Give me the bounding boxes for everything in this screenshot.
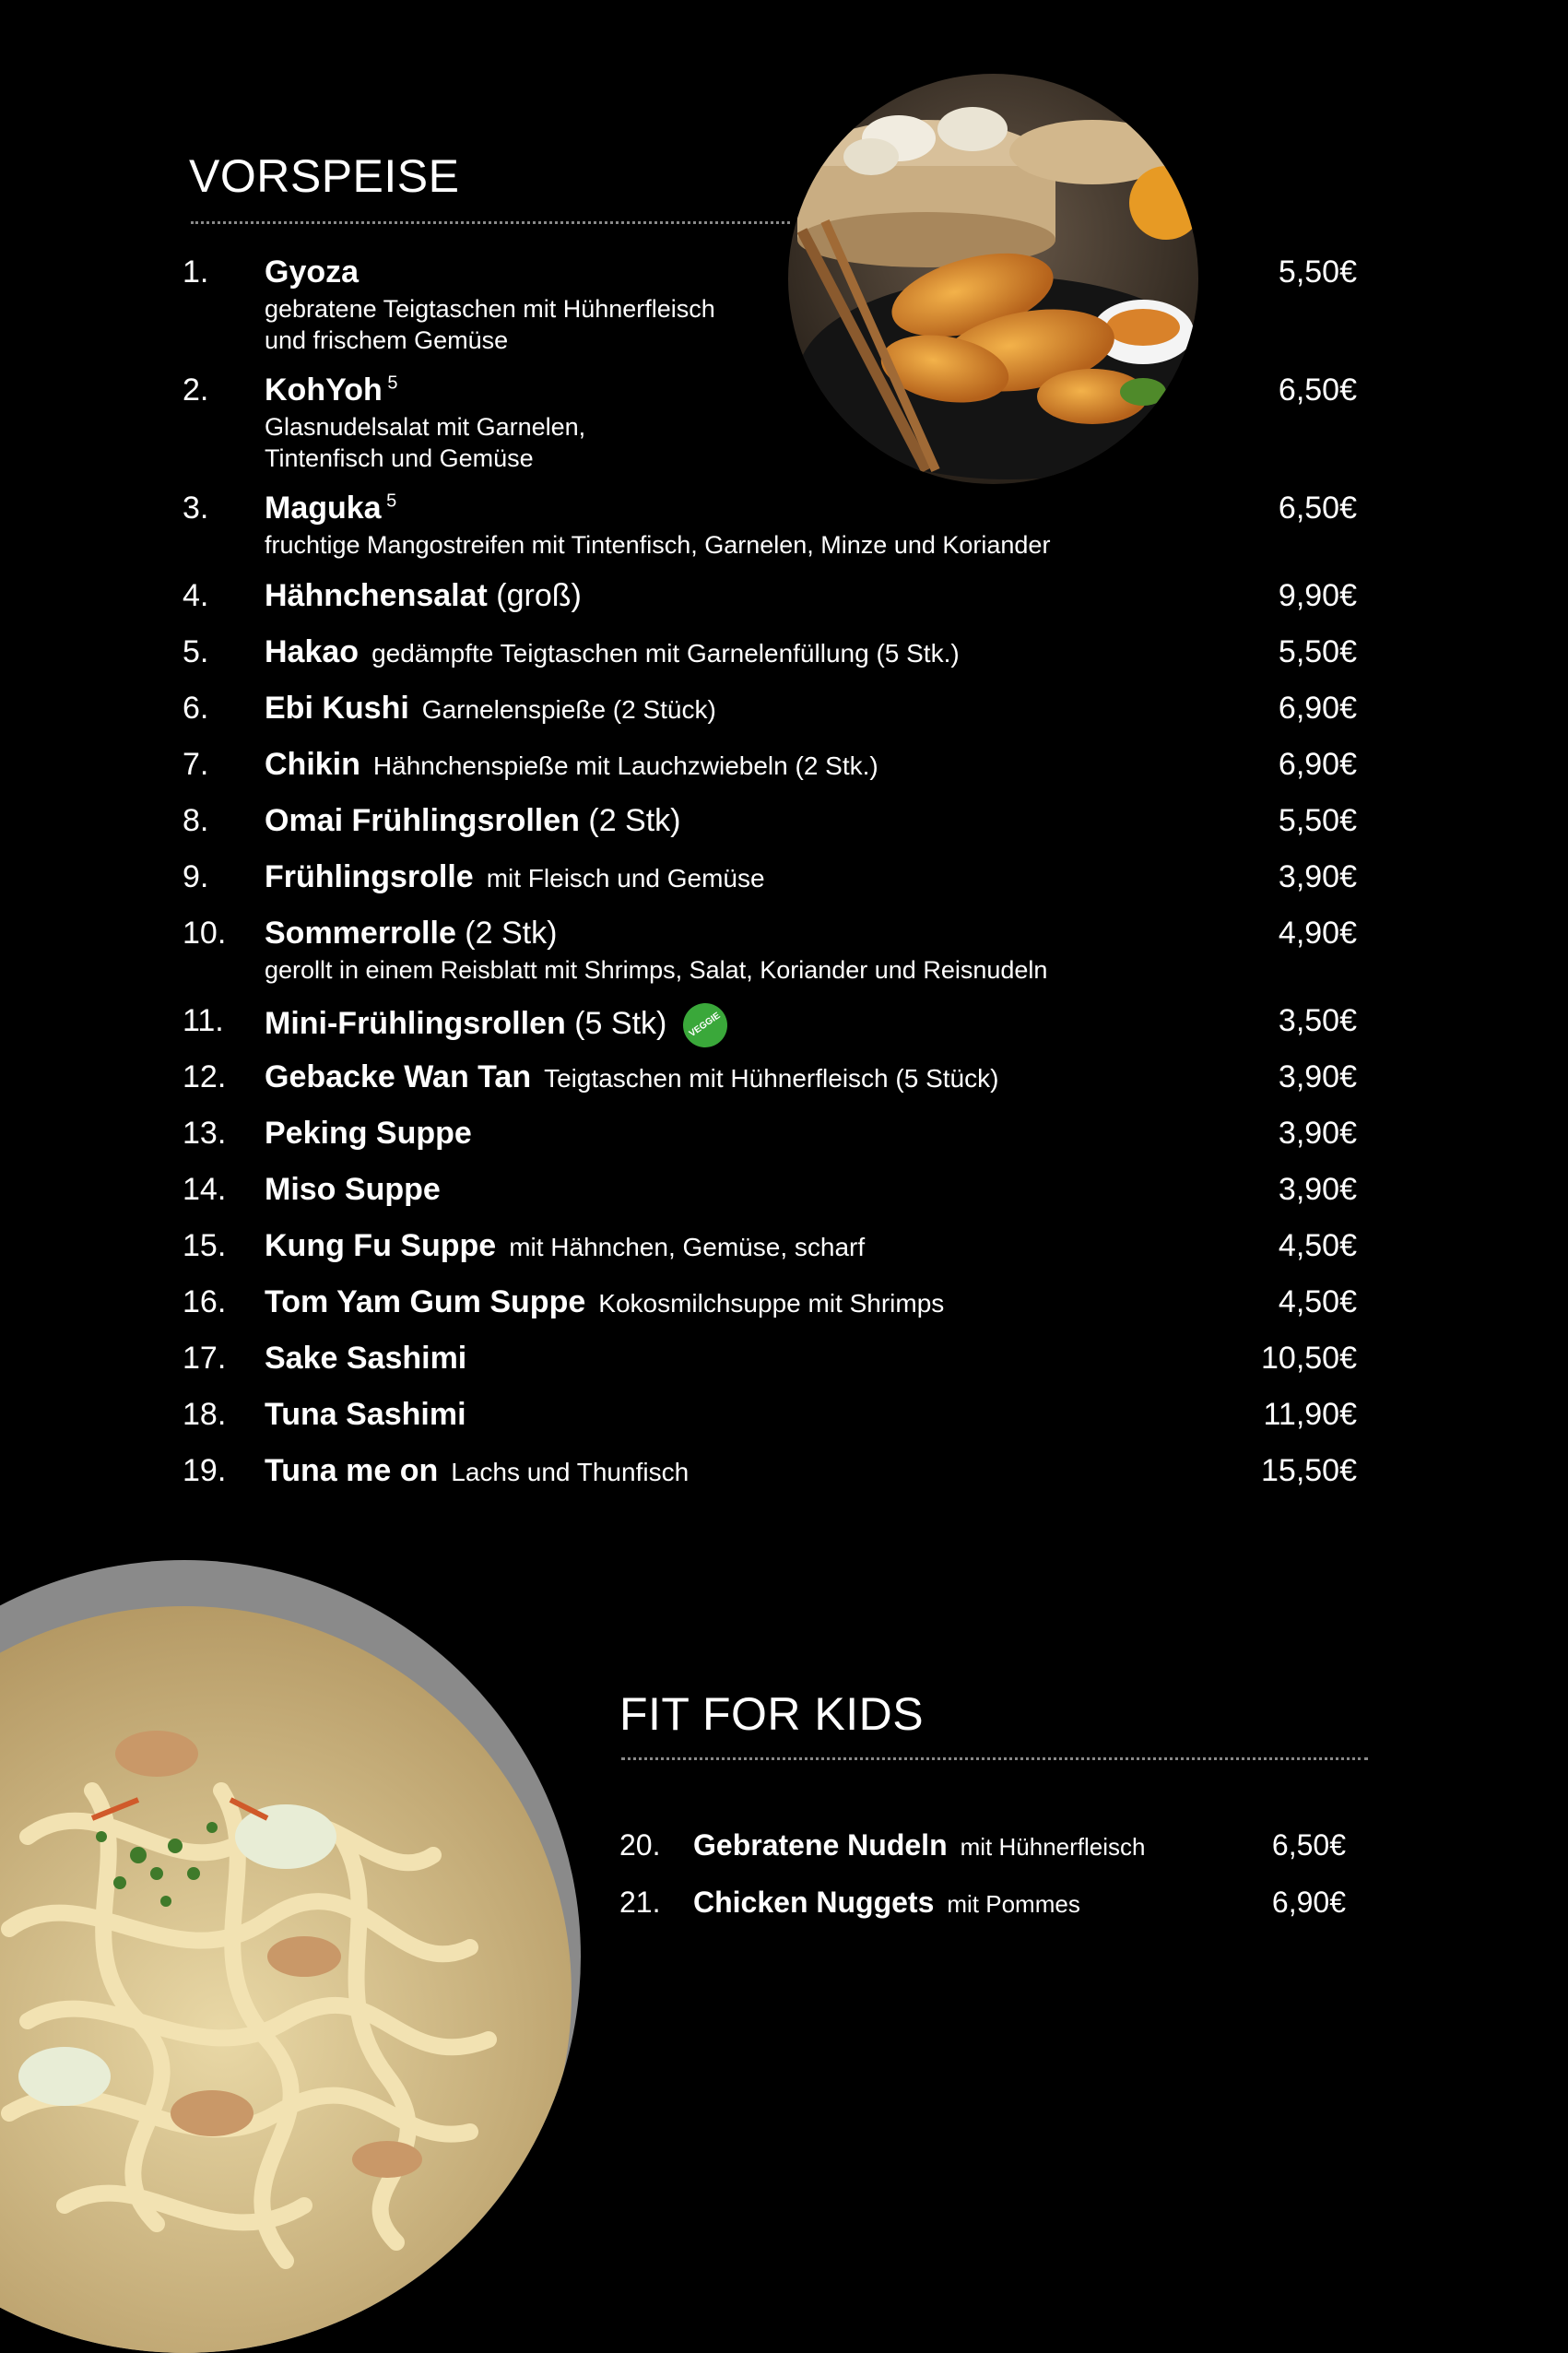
- item-number: 21.: [619, 1886, 661, 1919]
- section-title-kids: FIT FOR KIDS: [619, 1688, 925, 1740]
- item-name: [265, 859, 765, 895]
- item-name: [265, 254, 359, 290]
- description-line: gebratene Teigtaschen mit Hühnerfleisch: [265, 295, 715, 323]
- item-title: Maguka: [265, 491, 382, 526]
- item-name: [265, 634, 960, 670]
- item-title: Sommerrolle: [265, 916, 456, 951]
- item-name: [265, 1116, 472, 1152]
- item-portion: (2 Stk): [579, 803, 681, 838]
- item-number: 16.: [183, 1284, 227, 1319]
- shrimp-tempura-photo: [788, 74, 1198, 484]
- item-number: 5.: [183, 634, 209, 669]
- item-number: 11.: [183, 1003, 224, 1038]
- item-price: 9,90€: [1278, 578, 1357, 613]
- item-name: [265, 1397, 466, 1433]
- item-name: [265, 491, 396, 526]
- item-title: Peking Suppe: [265, 1116, 472, 1151]
- item-title: Ebi Kushi: [265, 691, 409, 726]
- item-title: Tuna Sashimi: [265, 1397, 466, 1432]
- item-price: 6,90€: [1271, 1886, 1346, 1919]
- item-title: Chikin: [265, 747, 360, 782]
- item-inline-description: Garnelenspieße (2 Stück): [421, 695, 716, 724]
- description-line: und frischem Gemüse: [265, 326, 509, 354]
- description-line: gerollt in einem Reisblatt mit Shrimps, Salat, Koriander und Reisnudeln: [265, 956, 1048, 984]
- item-price: 15,50€: [1261, 1453, 1357, 1488]
- item-price: 5,50€: [1278, 803, 1357, 838]
- item-portion: (5 Stk): [565, 1005, 667, 1041]
- item-portion: (2 Stk): [455, 916, 558, 951]
- item-price: 3,90€: [1278, 1172, 1357, 1207]
- item-title: Frühlingsrolle: [265, 859, 474, 894]
- description-line: Tintenfisch und Gemüse: [265, 444, 534, 472]
- item-number: 8.: [183, 803, 209, 838]
- item-number: 13.: [183, 1116, 227, 1151]
- item-name: [265, 1228, 865, 1264]
- item-title: Hakao: [265, 634, 360, 669]
- item-number: 20.: [619, 1828, 661, 1862]
- item-number: 1.: [183, 254, 209, 290]
- item-name: [265, 1341, 466, 1377]
- item-inline-description: mit Pommes: [947, 1890, 1080, 1918]
- item-price: 4,90€: [1278, 916, 1357, 951]
- item-number: 17.: [183, 1341, 227, 1376]
- title-divider-vorspeise: [191, 221, 790, 224]
- item-number: 6.: [183, 691, 209, 726]
- item-price: 4,50€: [1278, 1228, 1357, 1263]
- item-name: [265, 578, 582, 614]
- item-number: 19.: [183, 1453, 227, 1488]
- item-price: 6,50€: [1271, 1828, 1346, 1862]
- item-title: Gebacke Wan Tan: [265, 1059, 532, 1094]
- item-inline-description: mit Fleisch und Gemüse: [486, 864, 765, 893]
- item-number: 14.: [183, 1172, 227, 1207]
- item-number: 18.: [183, 1397, 227, 1432]
- item-title: Tom Yam Gum Suppe: [265, 1284, 586, 1319]
- item-name: [693, 1828, 1145, 1862]
- item-name: [265, 1172, 441, 1208]
- item-number: 12.: [183, 1059, 227, 1094]
- item-price: 3,50€: [1278, 1003, 1357, 1038]
- item-price: 6,90€: [1278, 747, 1357, 782]
- item-inline-description: Lachs und Thunfisch: [451, 1458, 690, 1486]
- item-description: [265, 529, 1050, 561]
- item-title: Sake Sashimi: [265, 1341, 467, 1376]
- item-name: [265, 1059, 998, 1095]
- item-inline-description: Teigtaschen mit Hühnerfleisch (5 Stück): [544, 1064, 999, 1093]
- item-title: Omai Frühlingsrollen: [265, 803, 580, 838]
- udon-noodles-photo: [0, 1560, 581, 2353]
- item-name: [265, 1284, 944, 1320]
- item-name: [265, 803, 681, 839]
- item-inline-description: gedämpfte Teigtaschen mit Garnelenfüllung (5 Stk.): [371, 639, 960, 668]
- item-number: 3.: [183, 491, 209, 526]
- item-price: 6,50€: [1278, 491, 1357, 526]
- item-inline-description: Kokosmilchsuppe mit Shrimps: [598, 1289, 945, 1318]
- item-description: [265, 293, 715, 356]
- item-title: Gyoza: [265, 254, 360, 290]
- item-portion: (groß): [487, 578, 582, 613]
- veggie-badge-icon: VEGGIE: [675, 995, 737, 1057]
- item-title: Chicken Nuggets: [693, 1886, 935, 1919]
- description-line: fruchtige Mangostreifen mit Tintenfisch, Garnelen, Minze und Koriander: [265, 531, 1051, 559]
- item-name: [265, 916, 557, 952]
- item-name: [265, 1453, 689, 1489]
- item-title: Mini-Frühlingsrollen: [265, 1005, 566, 1041]
- item-inline-description: mit Hühnerfleisch: [960, 1833, 1146, 1861]
- item-description: [265, 954, 1047, 986]
- item-inline-description: Hähnchenspieße mit Lauchzwiebeln (2 Stk.): [372, 751, 878, 780]
- item-price: 3,90€: [1278, 859, 1357, 894]
- item-name: [693, 1886, 1080, 1920]
- item-price: 5,50€: [1278, 634, 1357, 669]
- item-number: 9.: [183, 859, 209, 894]
- allergen-footnote: 5: [381, 491, 397, 512]
- item-price: 6,90€: [1278, 691, 1357, 726]
- item-price: 11,90€: [1263, 1397, 1357, 1432]
- item-name: [265, 691, 716, 727]
- item-name: [265, 372, 397, 408]
- item-title: Gebratene Nudeln: [693, 1828, 948, 1862]
- item-title: KohYoh: [265, 372, 383, 408]
- title-divider-kids: [621, 1757, 1368, 1760]
- item-title: Hähnchensalat: [265, 578, 488, 613]
- item-description: [265, 411, 585, 474]
- item-price: 4,50€: [1278, 1284, 1357, 1319]
- item-title: Tuna me on: [265, 1453, 439, 1488]
- item-title: Miso Suppe: [265, 1172, 441, 1207]
- item-name: [265, 1003, 727, 1047]
- item-title: Kung Fu Suppe: [265, 1228, 497, 1263]
- item-price: 10,50€: [1261, 1341, 1357, 1376]
- item-number: 4.: [183, 578, 209, 613]
- item-number: 2.: [183, 372, 209, 408]
- allergen-footnote: 5: [382, 372, 398, 394]
- item-name: [265, 747, 878, 783]
- item-price: 5,50€: [1278, 254, 1357, 290]
- item-price: 3,90€: [1278, 1116, 1357, 1151]
- item-number: 10.: [183, 916, 227, 951]
- description-line: Glasnudelsalat mit Garnelen,: [265, 413, 586, 441]
- item-inline-description: mit Hähnchen, Gemüse, scharf: [509, 1233, 866, 1261]
- item-price: 6,50€: [1278, 372, 1357, 408]
- item-number: 15.: [183, 1228, 227, 1263]
- item-number: 7.: [183, 747, 209, 782]
- section-title-vorspeise: VORSPEISE: [189, 150, 460, 202]
- item-price: 3,90€: [1278, 1059, 1357, 1094]
